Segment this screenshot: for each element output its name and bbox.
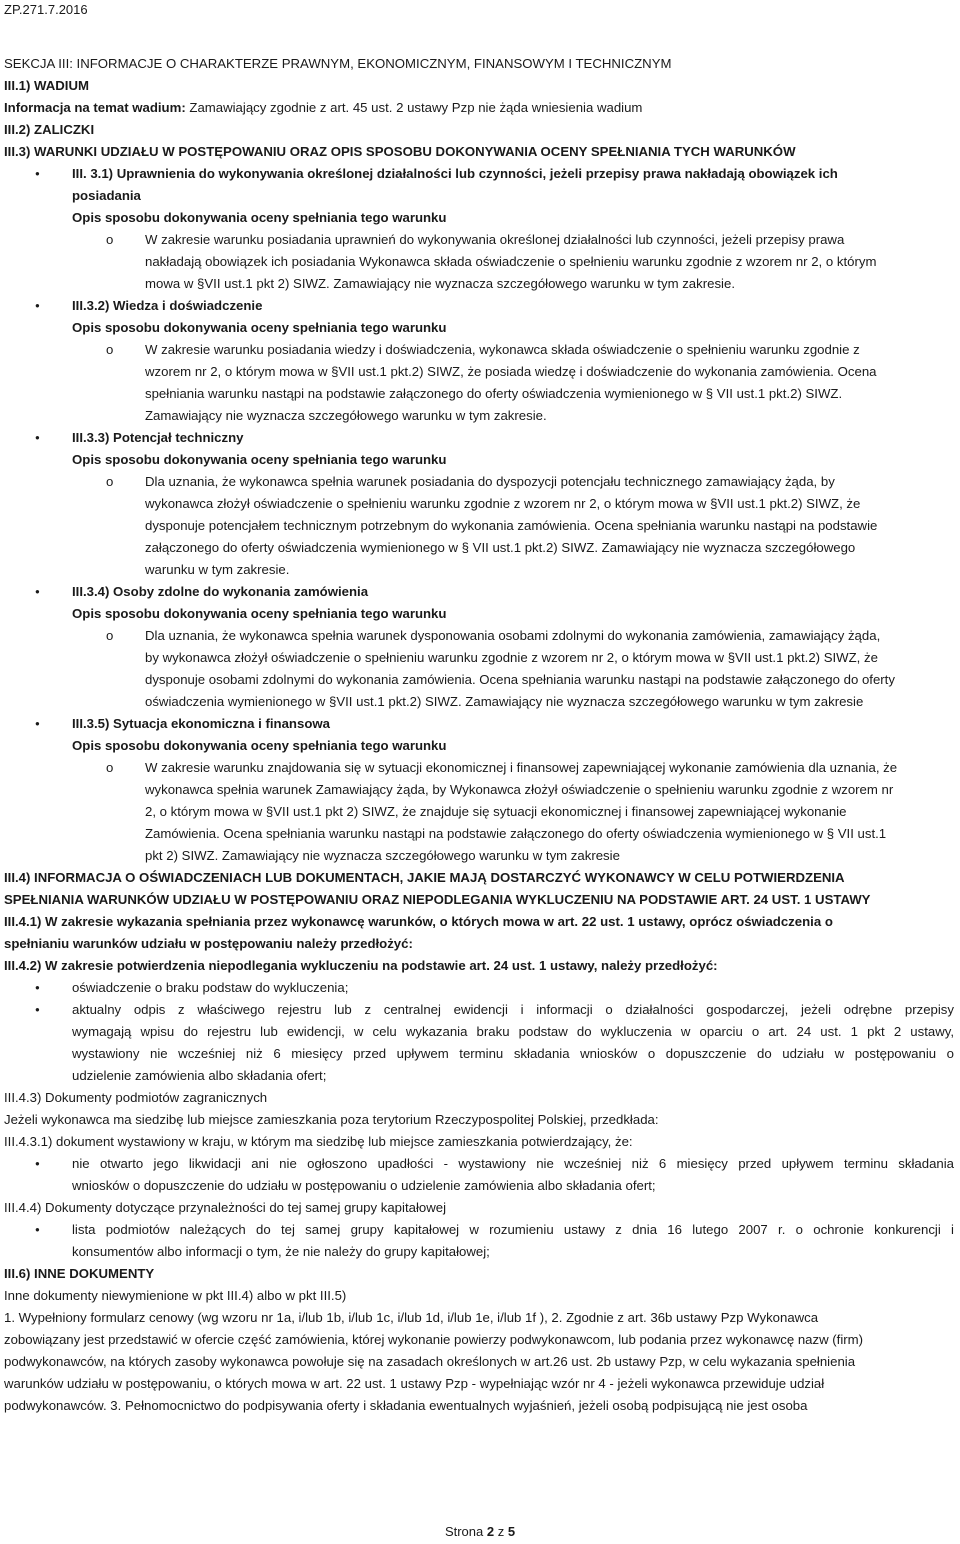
condition-description: o Dla uznania, że wykonawca spełnia warunek dysponowania osobami zdolnymi do wykonania zamówienia, zamawiający żąda, bbox=[4, 625, 954, 647]
condition-description-cont: spełniania warunku nastąpi na podstawie załączonego do oferty oświadczenia wymienionego w § VII ust.1 pkt.2) SIWZ. bbox=[145, 386, 843, 401]
condition-description-cont: warunku w tym zakresie. bbox=[145, 562, 290, 577]
condition-description-cont: Zamawiający nie wyznacza szczegółowego warunku w tym zakresie. bbox=[145, 408, 547, 423]
zaliczki-heading: III.2) ZALICZKI bbox=[4, 122, 95, 137]
section-iii-4-1: III.4.1) W zakresie wykazania spełniania przez wykonawcę warunków, o których mowa w art. 22 ust. 1 ustawy, oprócz oświadczenia o bbox=[4, 914, 833, 929]
condition-description-cont: mowa w §VII ust.1 pkt 2) SIWZ. Zamawiający nie wyznacza szczegółowego warunku w tym zakresie. bbox=[145, 276, 735, 291]
section-iii-4-1: spełnianiu warunków udziału w postępowaniu należy przedłożyć: bbox=[4, 936, 413, 951]
condition-description-cont: nakładają obowiązek ich posiadania Wykonawca składa oświadczenie o spełnieniu warunku zgodnie z wzorem nr 2, o którym bbox=[145, 254, 877, 269]
condition-title: ● III.3.3) Potencjał techniczny bbox=[4, 427, 954, 449]
inne-subheading: Inne dokumenty niewymienione w pkt III.4) albo w pkt III.5) bbox=[4, 1288, 347, 1303]
document-bullet-item: udzielenie zamówienia albo składania ofert; bbox=[72, 1068, 327, 1083]
condition-description-cont: dysponuje potencjałem technicznym potrzebnym do wykonania zamówienia. Ocena spełniania warunku nastąpi na podstawie bbox=[145, 518, 878, 533]
sub-bullet-marker: o bbox=[106, 342, 114, 357]
inne-heading: III.6) INNE DOKUMENTY bbox=[4, 1266, 155, 1281]
section-title: SEKCJA III: INFORMACJE O CHARAKTERZE PRAWNYM, EKONOMICZNYM, FINANSOWYM I TECHNICZNYM bbox=[4, 56, 672, 71]
condition-description-cont: pkt 2) SIWZ. Zamawiający nie wyznacza szczegółowego warunku w tym zakresie bbox=[145, 848, 620, 863]
sub-bullet-marker: o bbox=[106, 760, 114, 775]
condition-description-cont: by wykonawca złożył oświadczenie o spełnieniu warunku zgodnie z wzorem nr 2, o którym mowa w §VII ust.1 pkt.2) SIWZ, że bbox=[145, 650, 878, 665]
section-iii-4-4-heading: III.4.4) Dokumenty dotyczące przynależności do tej samej grupy kapitałowej bbox=[4, 1200, 446, 1215]
inne-text-line: warunków udziału w postępowaniu, o których mowa w art. 22 ust. 1 ustawy Pzp - wypełniając wzór nr 4 - jeżeli wykonawca przewiduje udział bbox=[4, 1376, 825, 1391]
opis-label: Opis sposobu dokonywania oceny spełniania tego warunku bbox=[72, 210, 447, 225]
document-bullet-item: ● nie otwarto jego likwidacji ani nie ogłoszono upadłości - wystawiony nie wcześniej niż 6 miesięcy przed upływem terminu składania bbox=[4, 1153, 954, 1175]
inne-text-line: podwykonawców, na których zasoby wykonawca powołuje się na zasadach określonych w art.26 ust. 2b ustawy Pzp, w celu wykazania spełnienia bbox=[4, 1354, 856, 1369]
section-iii-4-3-1-heading: III.4.3.1) dokument wystawiony w kraju, w którym ma siedzibę lub miejsce zamieszkania potwierdzający, że: bbox=[4, 1134, 633, 1149]
condition-title: ● III.3.4) Osoby zdolne do wykonania zamówienia bbox=[4, 581, 954, 603]
condition-title-cont: posiadania bbox=[72, 188, 141, 203]
wadium-label: Informacja na temat wadium: bbox=[4, 100, 186, 115]
opis-label: Opis sposobu dokonywania oceny spełniania tego warunku bbox=[72, 452, 447, 467]
condition-description: o W zakresie warunku posiadania uprawnień do wykonywania określonej działalności lub czynności, jeżeli przepisy prawa bbox=[4, 229, 954, 251]
document-content bbox=[4, 53, 954, 1417]
footer-page-total: 5 bbox=[507, 1524, 516, 1539]
condition-title: ● III.3.5) Sytuacja ekonomiczna i finansowa bbox=[4, 713, 954, 735]
document-bullet-item: ● lista podmiotów należących do tej samej grupy kapitałowej w rozumieniu ustawy z dnia 16 lutego 2007 r. o ochronie konkurencji i bbox=[4, 1219, 954, 1241]
condition-description: o W zakresie warunku posiadania wiedzy i doświadczenia, wykonawca składa oświadczenie o spełnieniu warunku zgodnie z bbox=[4, 339, 954, 361]
document-bullet-item: ● oświadczenie o braku podstaw do wykluczenia; bbox=[4, 977, 954, 999]
condition-description-cont: wzorem nr 2, o którym mowa w §VII ust.1 pkt.2) SIWZ, że posiada wiedzę i doświadczenie do wykonania zamówienia. Ocena bbox=[145, 364, 877, 379]
condition-description-cont: Zamówienia. Ocena spełniania warunku nastąpi na podstawie załączonego do oferty oświadczenia wymienionego w § VII ust.1 bbox=[145, 826, 887, 841]
condition-description-cont: 2, o którym mowa w §VII ust.1 pkt 2) SIWZ, że znajduje się sytuacji ekonomicznej i finansowej zapewniającej wykonanie bbox=[145, 804, 847, 819]
condition-description: o Dla uznania, że wykonawca spełnia warunek posiadania do dyspozycji potencjału technicznego zamawiający żąda, by bbox=[4, 471, 954, 493]
page-footer bbox=[0, 1524, 960, 1539]
sub-bullet-marker: o bbox=[106, 232, 114, 247]
section-iii-4-2-heading: III.4.2) W zakresie potwierdzenia niepodlegania wykluczeniu na podstawie art. 24 ust. 1 ustawy, należy przedłożyć: bbox=[4, 958, 718, 973]
sub-bullet-marker: o bbox=[106, 474, 114, 489]
inne-text-line: zobowiązany jest przedstawić w ofercie część zamówienia, której wykonanie powierzy podwykonawcom, lub podania przez wykonawcę nazw (firm) bbox=[4, 1332, 864, 1347]
section-iii-4-3-heading: III.4.3) Dokumenty podmiotów zagranicznych bbox=[4, 1090, 268, 1105]
opis-label: Opis sposobu dokonywania oceny spełniania tego warunku bbox=[72, 320, 447, 335]
condition-description-cont: załączonego do oferty oświadczenia wymienionego w § VII ust.1 pkt.2) SIWZ. Zamawiający nie wyznacza szczegółowego bbox=[145, 540, 856, 555]
condition-description-cont: dysponuje osobami zdolnymi do wykonania zamówienia. Ocena spełniania warunku nastąpi na podstawie załączonego do oferty bbox=[145, 672, 895, 687]
inne-text-line: 1. Wypełniony formularz cenowy (wg wzoru nr 1a, i/lub 1b, i/lub 1c, i/lub 1d, i/lub 1e, i/lub 1f ), 2. Zgodnie z art. 36b ustawy Pzp Wykonawca bbox=[4, 1310, 819, 1325]
sub-bullet-marker: o bbox=[106, 628, 114, 643]
document-bullet-item: ● aktualny odpis z właściwego rejestru lub z centralnej ewidencji i informacji o działalności gospodarczej, jeżeli odrębne przepisy bbox=[4, 999, 954, 1021]
document-id: ZP.271.7.2016 bbox=[4, 2, 88, 17]
warunki-heading: III.3) WARUNKI UDZIAŁU W POSTĘPOWANIU ORAZ OPIS SPOSOBU DOKONYWANIA OCENY SPEŁNIANIA TYCH WARUNKÓW bbox=[4, 144, 796, 159]
condition-description-cont: oświadczenia wymienionego w §VII ust.1 pkt.2) SIWZ. Zamawiający nie wyznacza szczegółowego warunku w tym zakresie bbox=[145, 694, 864, 709]
footer-prefix: Strona bbox=[444, 1524, 487, 1539]
condition-description: o W zakresie warunku znajdowania się w sytuacji ekonomicznej i finansowej zapewniającej wykonanie zamówienia dla uznania, że bbox=[4, 757, 954, 779]
document-bullet-item: wniosków o dopuszczenie do udziału w postępowaniu o udzielenie zamówienia albo składania ofert; bbox=[72, 1178, 656, 1193]
opis-label: Opis sposobu dokonywania oceny spełniania tego warunku bbox=[72, 738, 447, 753]
document-bullet-item: wystawiony nie wcześniej niż 6 miesięcy przed upływem terminu składania wniosków o dopuszczenie do udziału w postępowaniu o bbox=[72, 1046, 954, 1061]
footer-page-number: 2 bbox=[486, 1524, 495, 1539]
opis-label: Opis sposobu dokonywania oceny spełniania tego warunku bbox=[72, 606, 447, 621]
document-bullet-item: konsumentów albo informacji o tym, że nie należy do grupy kapitałowej; bbox=[72, 1244, 490, 1259]
wadium-info bbox=[4, 97, 954, 119]
document-bullet-item: wymagają wpisu do rejestru lub ewidencji, w celu wykazania braku podstaw do wykluczenia w oparciu o art. 24 ust. 1 pkt 2 ustawy, bbox=[72, 1024, 954, 1039]
footer-middle: z bbox=[494, 1524, 508, 1539]
oswiadczenia-heading: SPEŁNIANIA WARUNKÓW UDZIAŁU W POSTĘPOWANIU ORAZ NIEPODLEGANIA WYKLUCZENIU NA PODSTAWIE ART. 24 UST. 1 USTAWY bbox=[4, 892, 871, 907]
oswiadczenia-heading: III.4) INFORMACJA O OŚWIADCZENIACH LUB DOKUMENTACH, JAKIE MAJĄ DOSTARCZYĆ WYKONAWCY W CELU POTWIERDZENIA bbox=[4, 870, 845, 885]
wadium-heading: III.1) WADIUM bbox=[4, 78, 89, 93]
condition-title: ● III.3.2) Wiedza i doświadczenie bbox=[4, 295, 954, 317]
condition-description-cont: wykonawca złożył oświadczenie o spełnieniu warunku zgodnie z wzorem nr 2, o którym mowa w §VII ust.1 pkt.2) SIWZ, że bbox=[145, 496, 861, 511]
condition-title: ● III. 3.1) Uprawnienia do wykonywania określonej działalności lub czynności, jeżeli przepisy prawa nakładają obowiązek ich bbox=[4, 163, 954, 185]
condition-description-cont: wykonawca spełnia warunek Zamawiający żąda, by Wykonawca złożył oświadczenie o spełnieniu warunku zgodnie z wzorem nr bbox=[145, 782, 894, 797]
inne-text-line: podwykonawców. 3. Pełnomocnictwo do podpisywania oferty i składania ewentualnych wyjaśnień, jeżeli osobą podpisującą nie jest osoba bbox=[4, 1398, 808, 1413]
wadium-text: Zamawiający zgodnie z art. 45 ust. 2 ustawy Pzp nie żąda wniesienia wadium bbox=[185, 100, 643, 115]
section-iii-4-3-text: Jeżeli wykonawca ma siedzibę lub miejsce zamieszkania poza terytorium Rzeczypospolitej Polskiej, przedkłada: bbox=[4, 1112, 659, 1127]
